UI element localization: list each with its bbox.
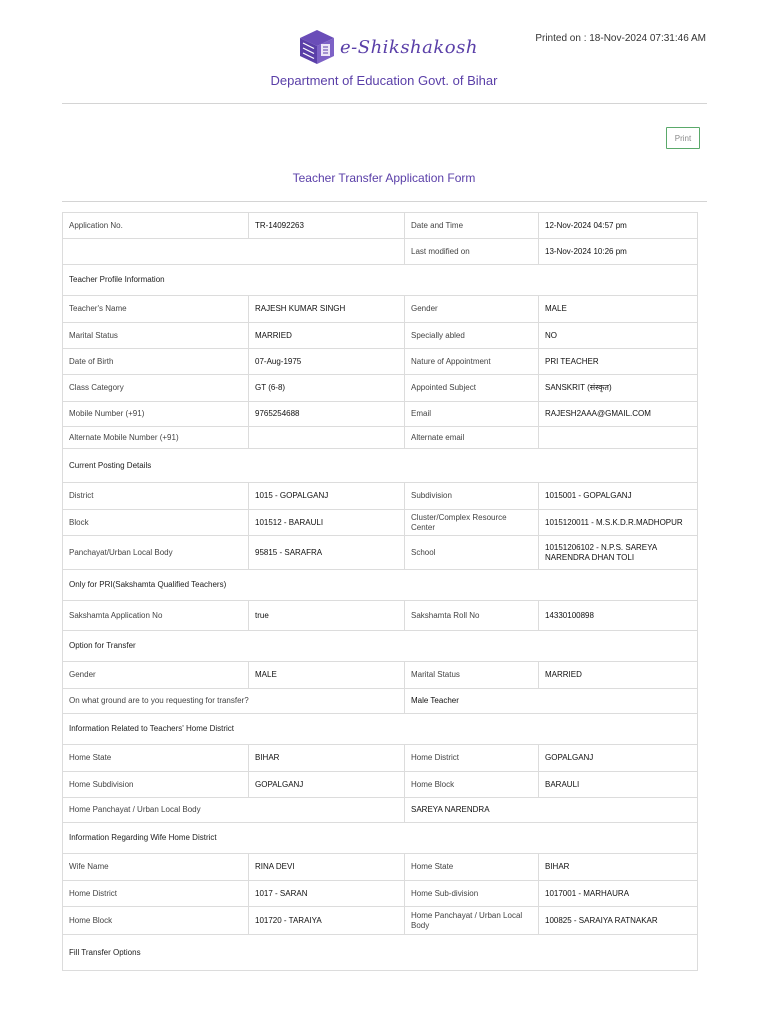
header-divider bbox=[62, 103, 707, 104]
section-row bbox=[63, 265, 698, 296]
dob-label: Date of Birth bbox=[63, 349, 249, 375]
table-row bbox=[63, 296, 698, 323]
dob-value: 07-Aug-1975 bbox=[249, 349, 405, 375]
transfer-gender-value: MALE bbox=[249, 662, 405, 689]
alt-email-label: Alternate email bbox=[405, 427, 539, 449]
form-title: Teacher Transfer Application Form bbox=[292, 171, 476, 185]
home-subdivision-value: GOPALGANJ bbox=[249, 772, 405, 798]
section-heading-posting: Current Posting Details bbox=[63, 449, 698, 483]
section-heading-transfer: Option for Transfer bbox=[63, 631, 698, 662]
table-row bbox=[63, 483, 698, 510]
home-district-value: GOPALGANJ bbox=[539, 745, 698, 772]
email-value: RAJESH2AAA@GMAIL.COM bbox=[539, 402, 698, 427]
cluster-value: 1015120011 - M.S.K.D.R.MADHOPUR bbox=[539, 510, 698, 536]
section-heading-home: Information Related to Teachers' Home District bbox=[63, 714, 698, 745]
wife-state-label: Home State bbox=[405, 854, 539, 881]
table-row bbox=[63, 689, 698, 714]
panchayat-label: Panchayat/Urban Local Body bbox=[63, 536, 249, 570]
table-row bbox=[63, 375, 698, 402]
printed-timestamp: Printed on : 18-Nov-2024 07:31:46 AM bbox=[535, 33, 706, 44]
print-button[interactable]: Print bbox=[666, 127, 700, 149]
section-row bbox=[63, 823, 698, 854]
sakshamta-roll-label: Sakshamta Roll No bbox=[405, 601, 539, 631]
class-category-label: Class Category bbox=[63, 375, 249, 402]
home-state-label: Home State bbox=[63, 745, 249, 772]
appointed-subject-label: Appointed Subject bbox=[405, 375, 539, 402]
appointment-value: PRI TEACHER bbox=[539, 349, 698, 375]
home-district-label: Home District bbox=[405, 745, 539, 772]
section-heading-wife: Information Regarding Wife Home District bbox=[63, 823, 698, 854]
mobile-label: Mobile Number (+91) bbox=[63, 402, 249, 427]
wife-state-value: BIHAR bbox=[539, 854, 698, 881]
home-state-value: BIHAR bbox=[249, 745, 405, 772]
table-row bbox=[63, 798, 698, 823]
wife-panchayat-value: 100825 - SARAIYA RATNAKAR bbox=[539, 907, 698, 935]
table-row bbox=[63, 662, 698, 689]
application-no-value: TR-14092263 bbox=[249, 213, 405, 239]
wife-block-label: Home Block bbox=[63, 907, 249, 935]
mobile-value: 9765254688 bbox=[249, 402, 405, 427]
home-panchayat-value: SAREYA NARENDRA bbox=[405, 798, 698, 823]
table-row bbox=[63, 881, 698, 907]
table-row bbox=[63, 907, 698, 935]
table-row bbox=[63, 402, 698, 427]
section-row bbox=[63, 449, 698, 483]
last-modified-value: 13-Nov-2024 10:26 pm bbox=[539, 239, 698, 265]
alt-email-value bbox=[539, 427, 698, 449]
transfer-gender-label: Gender bbox=[63, 662, 249, 689]
specially-abled-label: Specially abled bbox=[405, 323, 539, 349]
book-cube-logo-icon bbox=[296, 28, 338, 66]
section-row bbox=[63, 631, 698, 662]
transfer-ground-value: Male Teacher bbox=[405, 689, 698, 714]
gender-label: Gender bbox=[405, 296, 539, 323]
gender-value: MALE bbox=[539, 296, 698, 323]
wife-district-label: Home District bbox=[63, 881, 249, 907]
alt-mobile-value bbox=[249, 427, 405, 449]
sakshamta-roll-value: 14330100898 bbox=[539, 601, 698, 631]
table-row bbox=[63, 427, 698, 449]
home-block-value: BARAULI bbox=[539, 772, 698, 798]
wife-subdivision-value: 1017001 - MARHAURA bbox=[539, 881, 698, 907]
district-value: 1015 - GOPALGANJ bbox=[249, 483, 405, 510]
table-row bbox=[63, 510, 698, 536]
appointment-label: Nature of Appointment bbox=[405, 349, 539, 375]
application-form-table bbox=[62, 212, 698, 971]
class-category-value: GT (6-8) bbox=[249, 375, 405, 402]
email-label: Email bbox=[405, 402, 539, 427]
table-row bbox=[63, 213, 698, 239]
marital-status-label: Marital Status bbox=[63, 323, 249, 349]
sakshamta-app-value: true bbox=[249, 601, 405, 631]
subdivision-label: Subdivision bbox=[405, 483, 539, 510]
specially-abled-value: NO bbox=[539, 323, 698, 349]
section-heading-profile: Teacher Profile Information bbox=[63, 265, 698, 296]
logo-text: e-Shikshakosh bbox=[340, 36, 478, 58]
table-row bbox=[63, 745, 698, 772]
table-row bbox=[63, 772, 698, 798]
transfer-marital-value: MARRIED bbox=[539, 662, 698, 689]
table-row bbox=[63, 854, 698, 881]
district-label: District bbox=[63, 483, 249, 510]
transfer-marital-label: Marital Status bbox=[405, 662, 539, 689]
school-label: School bbox=[405, 536, 539, 570]
date-time-label: Date and Time bbox=[405, 213, 539, 239]
teacher-name-value: RAJESH KUMAR SINGH bbox=[249, 296, 405, 323]
marital-status-value: MARRIED bbox=[249, 323, 405, 349]
cluster-label: Cluster/Complex Resource Center bbox=[405, 510, 539, 536]
empty-cell bbox=[63, 239, 405, 265]
section-row bbox=[63, 935, 698, 971]
section-heading-fill-options: Fill Transfer Options bbox=[63, 935, 698, 971]
wife-panchayat-label: Home Panchayat / Urban Local Body bbox=[405, 907, 539, 935]
wife-block-value: 101720 - TARAIYA bbox=[249, 907, 405, 935]
home-panchayat-label: Home Panchayat / Urban Local Body bbox=[63, 798, 405, 823]
subdivision-value: 1015001 - GOPALGANJ bbox=[539, 483, 698, 510]
appointed-subject-value: SANSKRIT (संस्कृत) bbox=[539, 375, 698, 402]
wife-name-label: Wife Name bbox=[63, 854, 249, 881]
school-value: 10151206102 - N.P.S. SAREYA NARENDRA DHAN TOLI bbox=[539, 536, 698, 570]
table-row bbox=[63, 601, 698, 631]
table-row bbox=[63, 349, 698, 375]
panchayat-value: 95815 - SARAFRA bbox=[249, 536, 405, 570]
title-divider bbox=[62, 201, 707, 202]
transfer-ground-label: On what ground are to you requesting for transfer? bbox=[63, 689, 405, 714]
home-subdivision-label: Home Subdivision bbox=[63, 772, 249, 798]
section-row bbox=[63, 714, 698, 745]
application-no-label: Application No. bbox=[63, 213, 249, 239]
alt-mobile-label: Alternate Mobile Number (+91) bbox=[63, 427, 249, 449]
table-row bbox=[63, 323, 698, 349]
section-heading-sakshamta: Only for PRI(Sakshamta Qualified Teachers) bbox=[63, 570, 698, 601]
home-block-label: Home Block bbox=[405, 772, 539, 798]
teacher-name-label: Teacher's Name bbox=[63, 296, 249, 323]
wife-name-value: RINA DEVI bbox=[249, 854, 405, 881]
page-header bbox=[0, 0, 768, 104]
department-title: Department of Education Govt. of Bihar bbox=[270, 73, 498, 88]
block-label: Block bbox=[63, 510, 249, 536]
wife-subdivision-label: Home Sub-division bbox=[405, 881, 539, 907]
wife-district-value: 1017 - SARAN bbox=[249, 881, 405, 907]
table-row bbox=[63, 239, 698, 265]
logo bbox=[296, 28, 478, 66]
sakshamta-app-label: Sakshamta Application No bbox=[63, 601, 249, 631]
date-time-value: 12-Nov-2024 04:57 pm bbox=[539, 213, 698, 239]
last-modified-label: Last modified on bbox=[405, 239, 539, 265]
block-value: 101512 - BARAULI bbox=[249, 510, 405, 536]
table-row bbox=[63, 536, 698, 570]
section-row bbox=[63, 570, 698, 601]
